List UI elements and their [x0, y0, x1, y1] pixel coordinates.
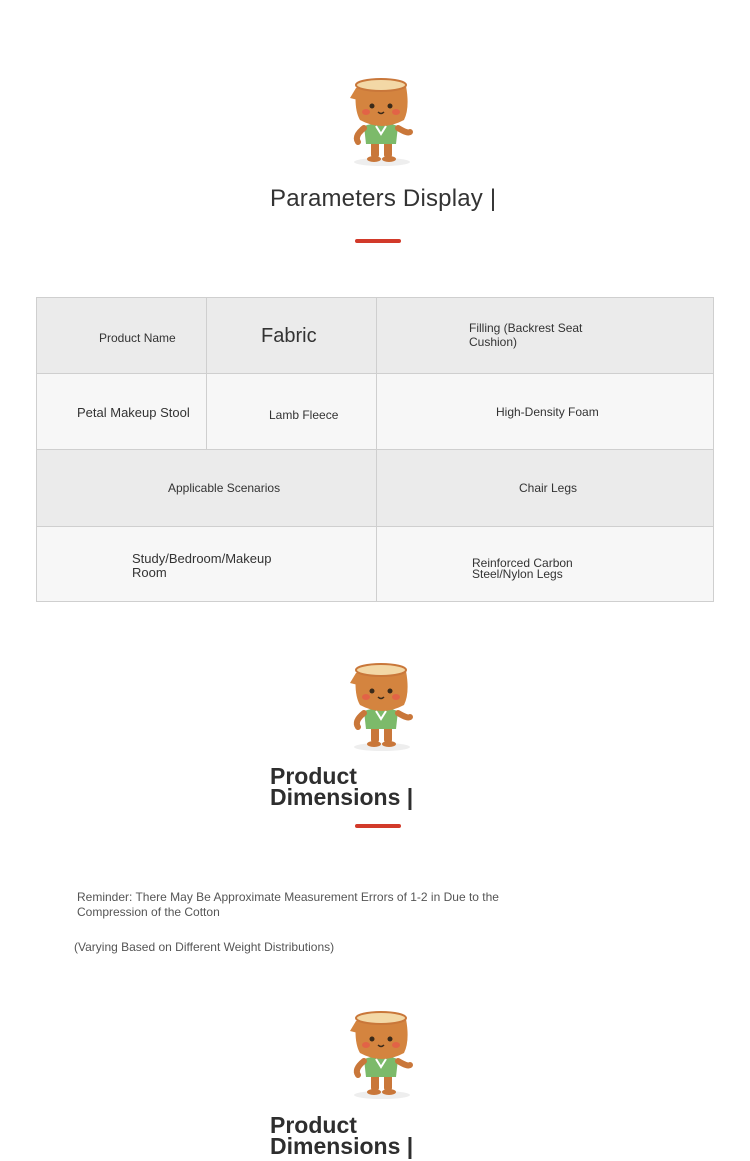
title-underline [355, 824, 401, 828]
fabric-label: Fabric [261, 325, 317, 347]
chair-legs-value: Reinforced Carbon Steel/Nylon Legs [472, 556, 573, 581]
dimensions-title: Product Dimensions | [270, 763, 414, 810]
filling-value: High-Density Foam [496, 405, 599, 419]
table-cell [207, 298, 377, 374]
chair-legs-label: Chair Legs [519, 481, 578, 495]
fabric-value: Lamb Fleece [269, 408, 339, 422]
table-cell [377, 374, 713, 450]
table-cell [377, 527, 713, 601]
table-cell [207, 374, 377, 450]
weight-note: (Varying Based on Different Weight Distributions) [74, 940, 335, 954]
table-cell [377, 298, 713, 374]
applicable-scenarios-value: Study/Bedroom/Makeup Room [132, 551, 272, 580]
table-cell [37, 527, 377, 601]
table-cell [37, 374, 207, 450]
tree-stump-mascot-icon [346, 76, 416, 166]
table-cell [377, 450, 713, 527]
tree-stump-mascot-icon [346, 1009, 416, 1099]
applicable-scenarios-label: Applicable Scenarios [168, 481, 281, 495]
parameters-table [36, 297, 714, 602]
table-cell [37, 450, 377, 527]
tree-stump-mascot-icon [346, 661, 416, 751]
product-name-label: Product Name [99, 331, 176, 345]
title-underline [355, 239, 401, 243]
dimensions-title: Product Dimensions | [270, 1112, 414, 1159]
filling-label: Filling (Backrest Seat Cushion) [469, 321, 583, 349]
table-cell [37, 298, 207, 374]
product-name-value: Petal Makeup Stool [77, 405, 190, 420]
parameters-title: Parameters Display | [270, 185, 497, 212]
reminder-note: Reminder: There May Be Approximate Measurement Errors of 1-2 in Due to the Compression of the Cotton [77, 890, 499, 919]
